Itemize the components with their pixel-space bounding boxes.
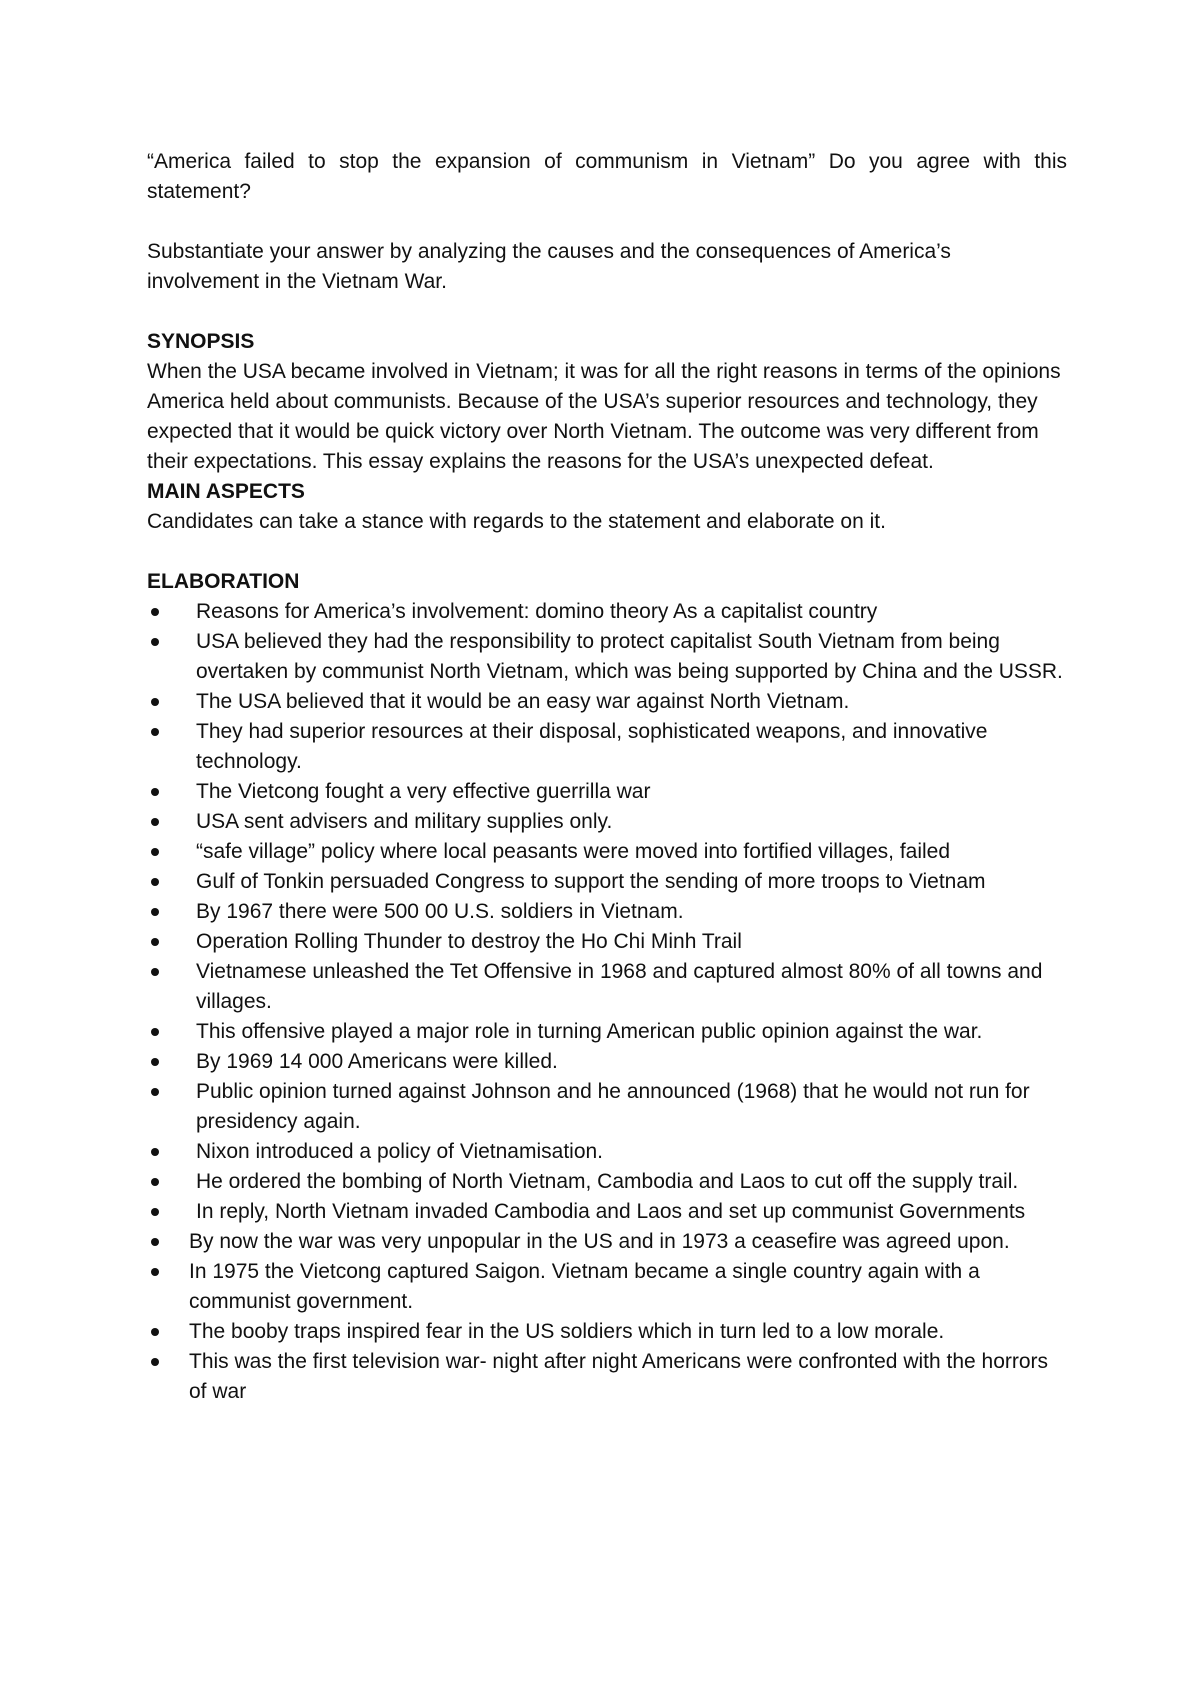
list-item-text: The booby traps inspired fear in the US soldiers which in turn led to a low morale. (189, 1320, 945, 1343)
list-item-text: This was the first television war- night after night Americans were confronted with the horrors of war (189, 1350, 1049, 1403)
bullet-icon (151, 938, 159, 946)
bullet-icon (151, 1178, 159, 1186)
spacer (147, 207, 1067, 237)
document-page (147, 147, 1067, 1407)
list-item (147, 1047, 1067, 1077)
bullet-icon (151, 698, 159, 706)
list-item-text: In 1975 the Vietcong captured Saigon. Vietnam became a single country again with a communist government. (189, 1260, 980, 1313)
list-item (147, 1257, 1067, 1317)
bullet-icon (151, 818, 159, 826)
essay-question: “America failed to stop the expansion of communism in Vietnam” Do you agree with this statement? (147, 150, 1067, 203)
main-aspects-heading: MAIN ASPECTS (147, 480, 305, 503)
list-item (147, 687, 1067, 717)
list-item-text: They had superior resources at their disposal, sophisticated weapons, and innovative technology. (196, 720, 988, 773)
list-item-text: USA believed they had the responsibility to protect capitalist South Vietnam from being overtaken by communist North Vietnam, which was being supported by China and the USSR. (196, 630, 1063, 683)
bullet-icon (151, 1268, 159, 1276)
list-item-text: Reasons for America’s involvement: domino theory As a capitalist country (196, 600, 878, 623)
elaboration-list (147, 597, 1067, 1407)
bullet-icon (151, 1208, 159, 1216)
list-item-text: In reply, North Vietnam invaded Cambodia and Laos and set up communist Governments (196, 1200, 1026, 1223)
list-item (147, 1137, 1067, 1167)
bullet-icon (151, 848, 159, 856)
list-item (147, 1347, 1067, 1407)
list-item (147, 1017, 1067, 1047)
list-item (147, 897, 1067, 927)
list-item (147, 1227, 1067, 1257)
spacer (147, 297, 1067, 327)
bullet-icon (151, 608, 159, 616)
list-item (147, 777, 1067, 807)
bullet-icon (151, 1148, 159, 1156)
list-item (147, 627, 1067, 687)
list-item-text: By 1969 14 000 Americans were killed. (196, 1050, 558, 1073)
synopsis-heading: SYNOPSIS (147, 330, 255, 353)
bullet-icon (151, 908, 159, 916)
spacer (147, 537, 1067, 567)
list-item (147, 807, 1067, 837)
elaboration-heading: ELABORATION (147, 570, 300, 593)
list-item (147, 1317, 1067, 1347)
bullet-icon (151, 878, 159, 886)
list-item (147, 927, 1067, 957)
list-item-text: Gulf of Tonkin persuaded Congress to support the sending of more troops to Vietnam (196, 870, 986, 893)
bullet-icon (151, 1328, 159, 1336)
list-item (147, 597, 1067, 627)
list-item-text: By now the war was very unpopular in the US and in 1973 a ceasefire was agreed upon. (189, 1230, 1010, 1253)
bullet-icon (151, 1058, 159, 1066)
synopsis-text: When the USA became involved in Vietnam; it was for all the right reasons in terms of the opinions America held about communists. Because of the USA’s superior resources and technology, they expected that it would be quick victory over North Vietnam. The outcome was very different from their expectations. This essay explains the reasons for the USA’s unexpected defeat. (147, 360, 1061, 473)
essay-instruction: Substantiate your answer by analyzing the causes and the consequences of America’s involvement in the Vietnam War. (147, 240, 951, 293)
list-item-text: Public opinion turned against Johnson and he announced (1968) that he would not run for presidency again. (196, 1080, 1030, 1133)
bullet-icon (151, 638, 159, 646)
list-item-text: USA sent advisers and military supplies only. (196, 810, 613, 833)
list-item-text: Nixon introduced a policy of Vietnamisation. (196, 1140, 604, 1163)
list-item-text: By 1967 there were 500 00 U.S. soldiers in Vietnam. (196, 900, 684, 923)
list-item-text: Vietnamese unleashed the Tet Offensive in 1968 and captured almost 80% of all towns and villages. (196, 960, 1043, 1013)
bullet-icon (151, 728, 159, 736)
list-item-text: Operation Rolling Thunder to destroy the Ho Chi Minh Trail (196, 930, 742, 953)
list-item (147, 717, 1067, 777)
main-aspects-text: Candidates can take a stance with regards to the statement and elaborate on it. (147, 510, 886, 533)
bullet-icon (151, 1358, 159, 1366)
bullet-icon (151, 788, 159, 796)
list-item (147, 1167, 1067, 1197)
list-item-text: “safe village” policy where local peasants were moved into fortified villages, failed (196, 840, 951, 863)
bullet-icon (151, 1238, 159, 1246)
list-item (147, 867, 1067, 897)
list-item (147, 1197, 1067, 1227)
bullet-icon (151, 1088, 159, 1096)
list-item (147, 1077, 1067, 1137)
list-item-text: The USA believed that it would be an easy war against North Vietnam. (196, 690, 850, 713)
bullet-icon (151, 1028, 159, 1036)
list-item-text: This offensive played a major role in turning American public opinion against the war. (196, 1020, 983, 1043)
list-item-text: The Vietcong fought a very effective guerrilla war (196, 780, 651, 803)
list-item (147, 957, 1067, 1017)
list-item (147, 837, 1067, 867)
list-item-text: He ordered the bombing of North Vietnam, Cambodia and Laos to cut off the supply trail. (196, 1170, 1019, 1193)
bullet-icon (151, 968, 159, 976)
